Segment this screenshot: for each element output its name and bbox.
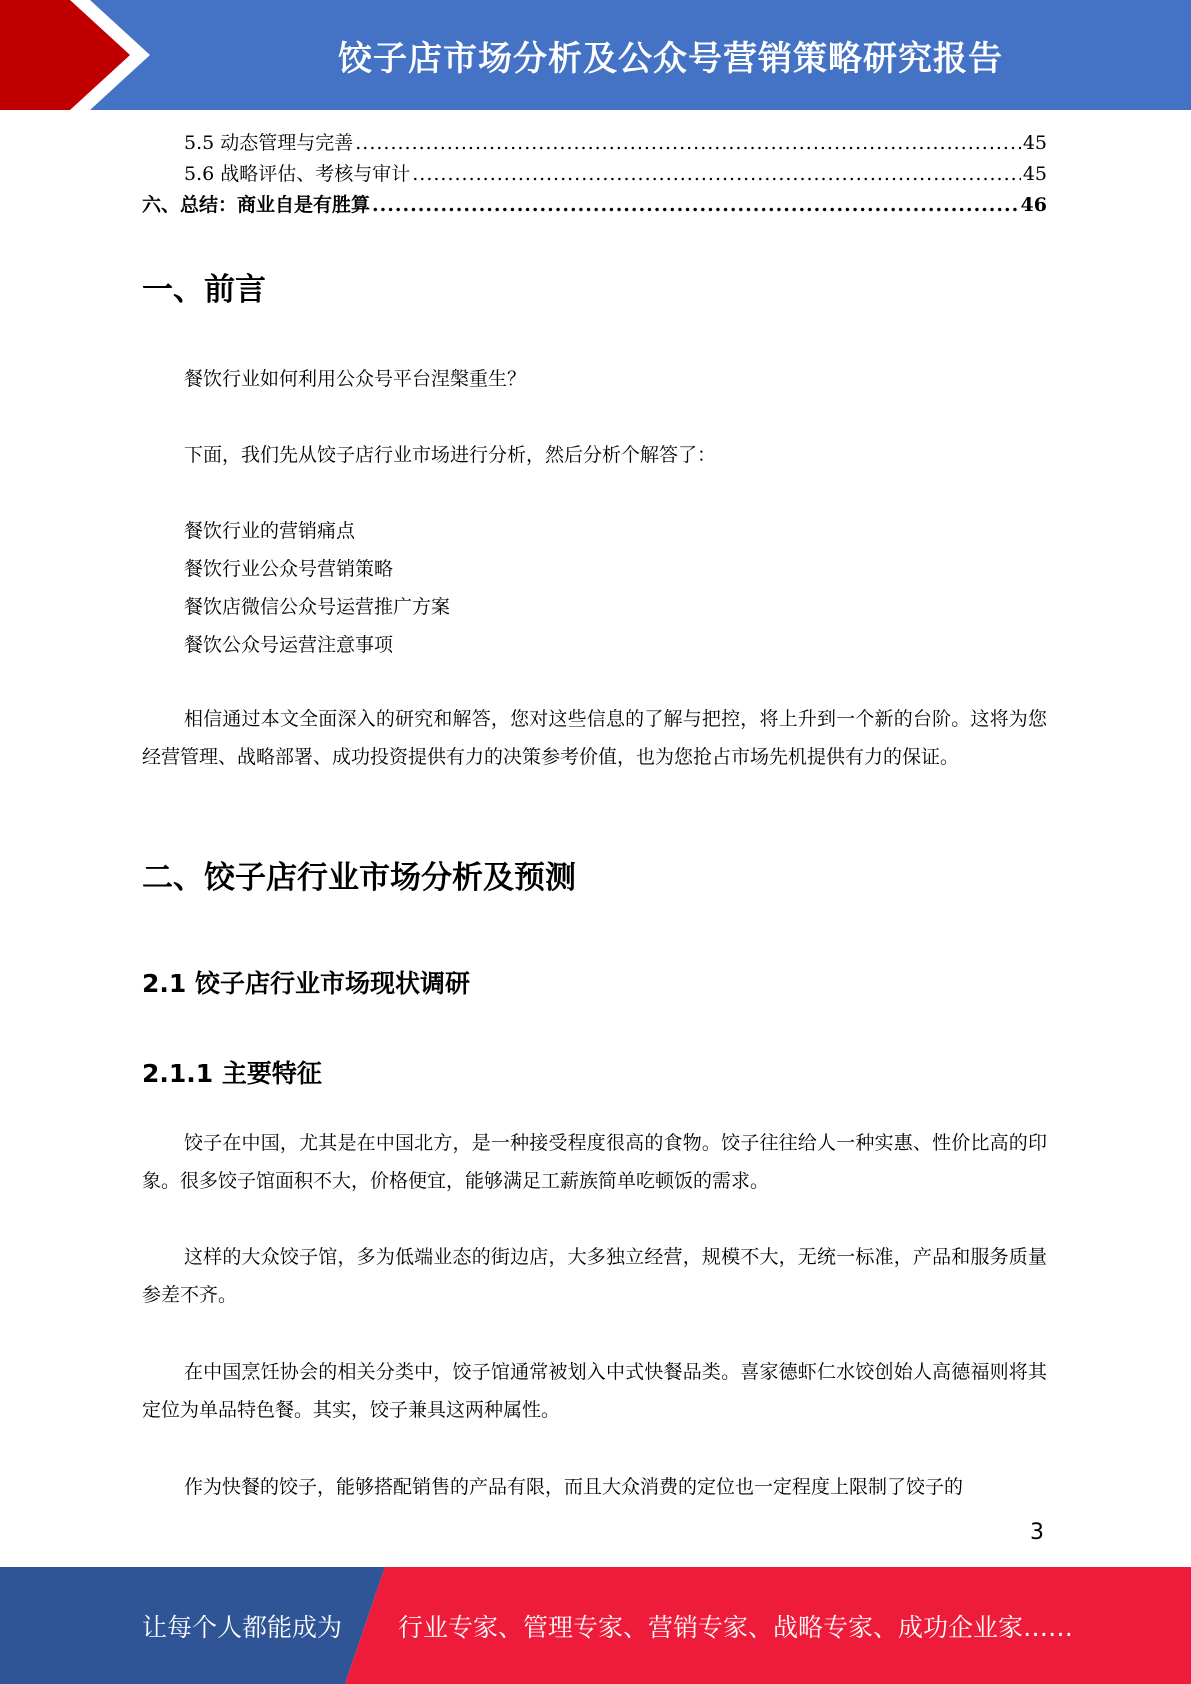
toc-entry[interactable]: [142, 159, 1047, 190]
toc-entry-page: 45: [1022, 132, 1047, 154]
toc-entry-label: 5.5 动态管理与完善: [184, 132, 354, 154]
toc-entry-page: 45: [1022, 163, 1047, 185]
toc-leader: [372, 190, 1019, 221]
toc-entry-page: 46: [1020, 194, 1047, 216]
section-heading-2: 二、饺子店行业市场分析及预测: [142, 860, 576, 896]
footer-banner: [0, 1567, 1191, 1684]
paragraph: 这样的大众饺子馆，多为低端业态的街边店，大多独立经营，规模不大，无统一标准，产品和服务质量参差不齐。: [142, 1246, 1047, 1306]
toc-leader: [412, 159, 1021, 190]
document-title: 饺子店市场分析及公众号营销策略研究报告: [338, 38, 1003, 79]
subsection-heading-2-1-1: 2.1.1 主要特征: [142, 1059, 322, 1088]
paragraph: 在中国烹饪协会的相关分类中，饺子馆通常被划入中式快餐品类。喜家德虾仁水饺创始人高德福则将其定位为单品特色餐。其实，饺子兼具这两种属性。: [142, 1361, 1047, 1421]
paragraph: 相信通过本文全面深入的研究和解答，您对这些信息的了解与把控，将上升到一个新的台阶。这将为您经营管理、战略部署、成功投资提供有力的决策参考价值，也为您抢占市场先机提供有力的保证。: [142, 708, 1047, 768]
list-item: 餐饮行业公众号营销策略: [184, 558, 394, 580]
toc-entry[interactable]: [142, 190, 1047, 221]
header-banner: [0, 0, 1191, 110]
section-heading-1: 一、前言: [142, 272, 266, 308]
toc-entry-label: 5.6 战略评估、考核与审计: [184, 163, 411, 185]
footer-slogan-left: 让每个人都能成为: [142, 1612, 343, 1642]
paragraph: 作为快餐的饺子，能够搭配销售的产品有限，而且大众消费的定位也一定程度上限制了饺子的: [184, 1476, 964, 1498]
toc-entry[interactable]: [142, 128, 1047, 159]
paragraph: 餐饮行业如何利用公众号平台涅槃重生？: [184, 368, 527, 390]
page-number: 3: [1030, 1520, 1044, 1545]
paragraph: 饺子在中国，尤其是在中国北方，是一种接受程度很高的食物。饺子往往给人一种实惠、性价比高的印象。很多饺子馆面积不大，价格便宜，能够满足工薪族简单吃顿饭的需求。: [142, 1132, 1047, 1192]
footer-slogan-right: 行业专家、管理专家、营销专家、战略专家、成功企业家……: [398, 1612, 1074, 1642]
header-chevron-icon: [0, 0, 160, 110]
paragraph: 下面，我们先从饺子店行业市场进行分析，然后分析个解答了：: [184, 444, 717, 466]
toc-leader: [355, 128, 1021, 159]
list-item: 餐饮店微信公众号运营推广方案: [184, 596, 451, 618]
list-item: 餐饮行业的营销痛点: [184, 520, 356, 542]
subsection-heading-2-1: 2.1 饺子店行业市场现状调研: [142, 969, 470, 998]
list-item: 餐饮公众号运营注意事项: [184, 634, 394, 656]
toc: [142, 128, 1047, 221]
toc-entry-label: 六、总结：商业自是有胜算: [142, 194, 371, 216]
